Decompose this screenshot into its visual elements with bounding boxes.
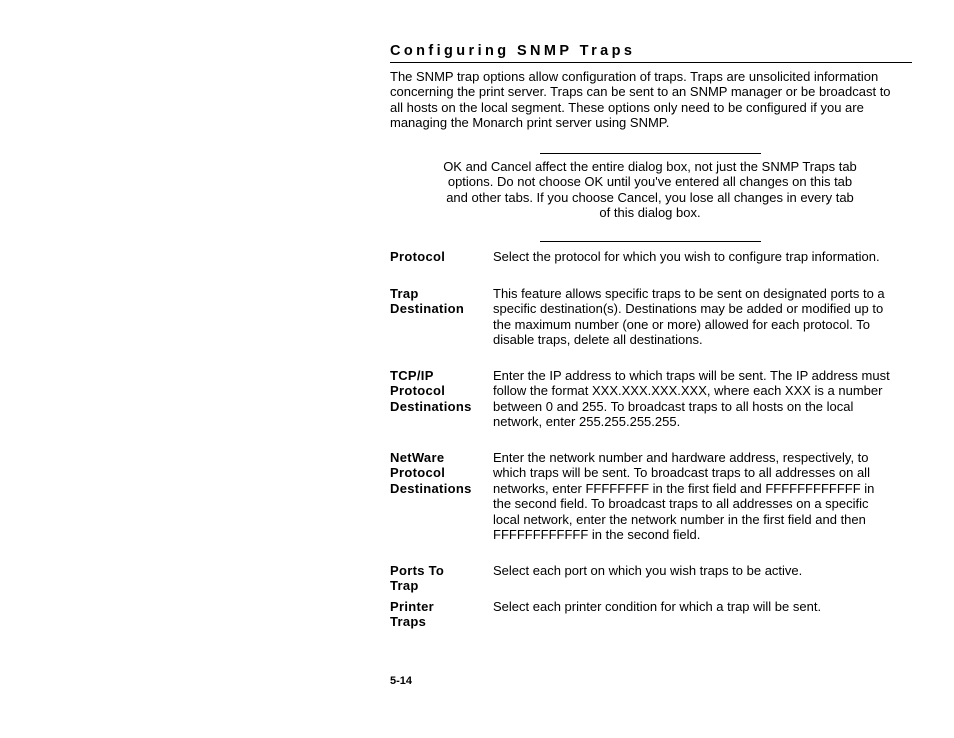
- definition-term: Printer Traps: [390, 599, 435, 630]
- definition-description: Enter the IP address to which traps will be sent. The IP address must follow the format XXX.XXX.XXX.XXX, where each XXX is a number between 0 and 255. To broadcast traps to all hosts on the local network, enter 255.255.255.255.: [493, 368, 890, 430]
- definition-term: TCP/IP Protocol Destinations: [390, 368, 472, 414]
- intro-paragraph: The SNMP trap options allow configuration of traps. Traps are unsolicited information concerning the print server. Traps can be sent to an SNMP manager or be broadcast to all hosts on the local segment. These options only need to be configured if you are managing the Monarch print server using SNMP.: [390, 69, 891, 131]
- section-title: Configuring SNMP Traps: [390, 43, 636, 59]
- definition-term: Ports To Trap: [390, 563, 445, 594]
- definition-description: Select each printer condition for which a trap will be sent.: [493, 599, 822, 614]
- definition-description: This feature allows specific traps to be sent on designated ports to a specific destination(s). Destinations may be added or modified up to the maximum number (one or more) allowed for each protocol. To disable traps, delete all destinations.: [493, 286, 885, 348]
- note-top-rule: [540, 153, 761, 154]
- title-underline: [390, 62, 912, 63]
- definition-description: Enter the network number and hardware address, respectively, to which traps will be sent. To broadcast traps to all addresses on all networks, enter FFFFFFFF in the first field and FFFFFFFFFFFF in the second field. To broadcast traps to all addresses on a specific local network, enter the network number in the first field and then FFFFFFFFFFFF in the second field.: [493, 450, 875, 543]
- note-text: OK and Cancel affect the entire dialog box, not just the SNMP Traps tab options. Do not choose OK until you've entered all changes on this tab and other tabs. If you choose Cancel, you lose all changes in every tab of this dialog box.: [443, 159, 857, 221]
- definition-description: Select each port on which you wish traps to be active.: [493, 563, 803, 578]
- definition-term: Protocol: [390, 249, 446, 264]
- definition-description: Select the protocol for which you wish to configure trap information.: [493, 249, 880, 264]
- definition-term: NetWare Protocol Destinations: [390, 450, 472, 496]
- note-bottom-rule: [540, 241, 761, 242]
- page-number: 5-14: [390, 675, 413, 687]
- definition-term: Trap Destination: [390, 286, 465, 317]
